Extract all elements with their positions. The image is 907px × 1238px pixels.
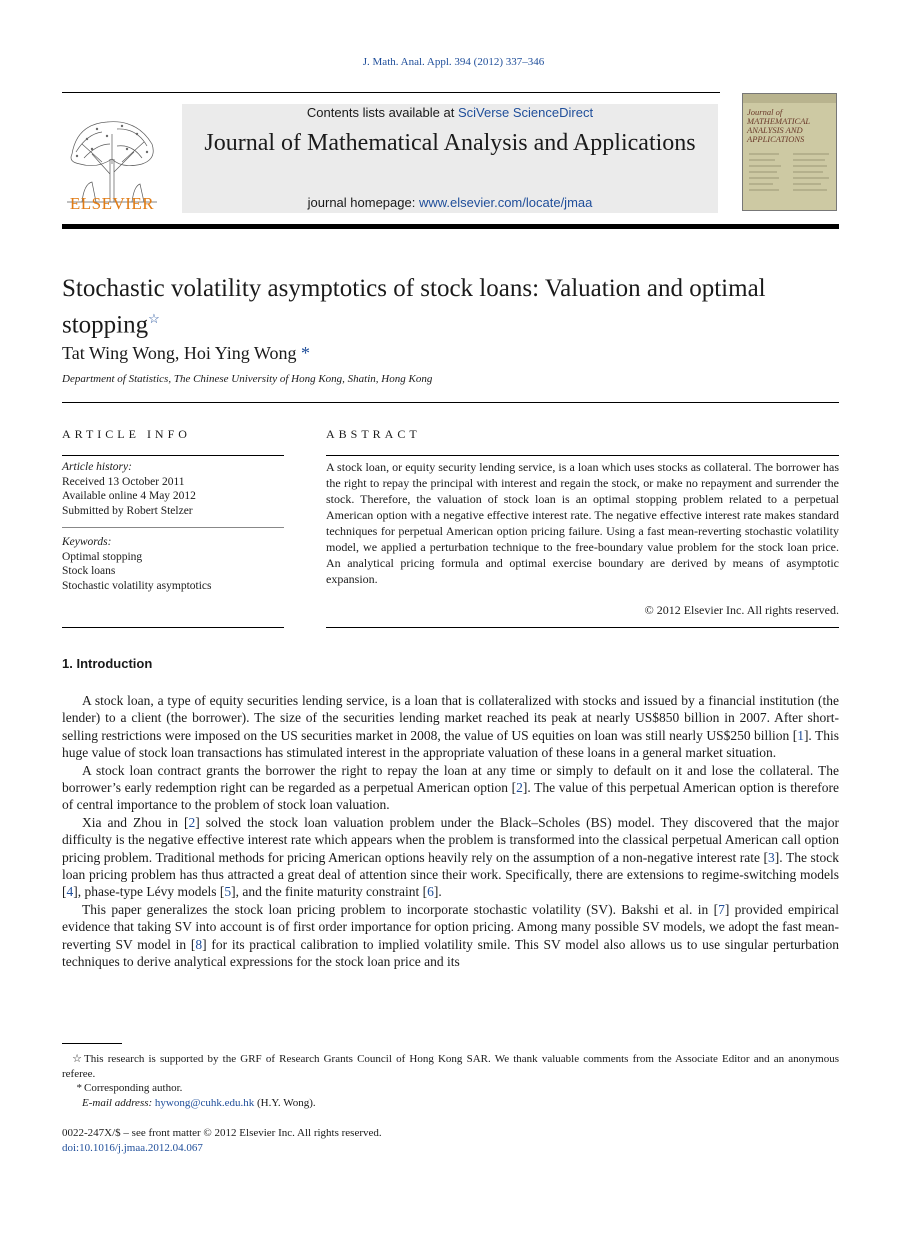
abstract-heading: ABSTRACT [326, 427, 421, 441]
paragraph [62, 692, 839, 762]
footnote-asterisk-mark: * [76, 1082, 82, 1094]
issn-line: 0022-247X/$ – see front matter © 2012 Elsevier Inc. All rights reserved. [62, 1127, 382, 1139]
email-label: E-mail address: [82, 1096, 155, 1109]
text-run: A stock loan, a type of equity securities lending service, is a loan that is collateralized with stocks and issued by a financial institution (the lender) to a client (the borrower). The size of the securities lending market reached its peak at nearly US$850 billion in 2007. After short-selling restrictions were imposed on the US securities market in 2008, the value of US equities on loan was still nearly US$250 billion [ [62, 693, 839, 743]
homepage-link[interactable]: www.elsevier.com/locate/jmaa [418, 195, 593, 210]
corresponding-author-mark[interactable]: * [300, 343, 310, 363]
article-info-rule [62, 455, 284, 456]
article-info-heading: ARTICLE INFO [62, 427, 191, 441]
header-bottom-rule [62, 224, 839, 229]
keyword: Stochastic volatility asymptotics [62, 579, 212, 592]
footnote-star-mark: ☆ [72, 1053, 82, 1065]
author-1: Tat Wing Wong [62, 343, 175, 363]
cover-title: Journal of MATHEMATICAL ANALYSIS AND APPLICATIONS [747, 107, 810, 144]
homepage-line [182, 195, 718, 210]
abstract-rule [326, 455, 839, 456]
text-run: ]. The value of this perpetual American option is therefore of central importance to the problem of stock loan valuation. [62, 780, 839, 813]
citation-ref-5[interactable]: 5 [224, 884, 232, 900]
email-link[interactable]: hywong@cuhk.edu.hk [154, 1096, 255, 1109]
doi-link[interactable]: doi:10.1016/j.jmaa.2012.04.067 [62, 1141, 203, 1154]
publisher-name: ELSEVIER [69, 194, 155, 213]
footnote-rule [62, 1043, 122, 1044]
citation-ref-3[interactable]: 3 [768, 849, 775, 865]
keyword: Stock loans [62, 565, 116, 577]
received-date: Received 13 October 2011 [62, 475, 185, 488]
header-top-rule [62, 92, 720, 93]
footnote-corresponding [62, 1081, 839, 1096]
text-run: ]. This huge value of stock loan transactions has stimulated interest in the appropriate valuation of these loans in a general market situation. [62, 727, 839, 761]
sciencedirect-link[interactable]: SciVerse ScienceDirect [457, 105, 594, 120]
journal-citation[interactable]: J. Math. Anal. Appl. 394 (2012) 337–346 [362, 56, 545, 68]
article-title [62, 274, 782, 340]
footnote-funding [62, 1052, 839, 1081]
text-run: ], phase-type Lévy models [ [73, 884, 225, 900]
paragraph [62, 762, 839, 814]
text-run: ], and the finite maturity constraint [ [231, 884, 428, 900]
citation-ref-6[interactable]: 6 [427, 884, 434, 900]
citation-ref-1[interactable]: 1 [797, 727, 804, 743]
footnote-text: Corresponding author. [84, 1082, 183, 1094]
cover-band [743, 94, 836, 103]
history-label: Article history: [62, 461, 132, 473]
paragraph [62, 814, 839, 901]
keywords [62, 535, 284, 593]
abstract-text: A stock loan, or equity security lending service, is a loan which uses stocks as collateral. The borrower has the right to repay the principal with interest and regain the stock, or make no repayment and surrender the stock. Therefore, the valuation of stock loan is an optimal stopping problem related to a perpetual American option with a negative effective interest rate. The negative effective interest rate makes standard techniques for perpetual American option pricing failure. Using a fast mean-reverting stochastic volatility model, we applied a perturbation technique to the free-boundary value problem for the stock loan price. An analytical pricing formula and optimal exercise boundary are derived by means of asymptotic expansion. [326, 460, 839, 586]
bottom-meta [62, 1126, 382, 1155]
text-run: ] solved the stock loan valuation problem under the Black–Scholes (BS) model. They discovered that the major difficulty is the negative effective interest rate which appears when the problem is transformed into the classical perpetual American call option pricing problem. Traditional methods for pricing American options heavily rely on the assumption of a non-negative interest rate [ [62, 814, 840, 865]
citation-ref-8[interactable]: 8 [195, 936, 203, 952]
article-history [62, 460, 284, 518]
cover-contents-lines [749, 152, 831, 208]
introduction-body [62, 692, 839, 971]
homepage-prefix: journal homepage: [307, 195, 419, 210]
citation-ref-2[interactable]: 2 [516, 780, 523, 796]
title-block-rule [62, 402, 839, 403]
citation-ref-2[interactable]: 2 [188, 814, 196, 830]
abstract-bottom-rule [326, 627, 839, 628]
text-run: ] provided empirical evidence that taking SV into account is of first order importance for option pricing. Among many possible SV models, we adopt the fast mean-reverting SV model in [ [62, 901, 839, 952]
footnotes [62, 1052, 839, 1110]
history-rule [62, 527, 284, 528]
text-run: ] for its practical calibration to implied volatility smile. This SV model also allows us to use singular perturbation techniques to derive analytical expressions for the stock loan price and its [62, 936, 839, 970]
affiliation: Department of Statistics, The Chinese University of Hong Kong, Shatin, Hong Kong [62, 373, 433, 385]
author-2: Hoi Ying Wong [183, 343, 297, 363]
author-separator: , [174, 343, 184, 363]
email-suffix: (H.Y. Wong). [254, 1096, 316, 1109]
contents-prefix: Contents lists available at [306, 105, 458, 120]
section-title-introduction: 1. Introduction [62, 656, 153, 671]
text-run: ]. [433, 884, 442, 900]
available-date: Available online 4 May 2012 [62, 490, 196, 502]
authors [62, 343, 310, 364]
journal-title: Journal of Mathematical Analysis and Applications [204, 130, 696, 156]
title-footnote-mark[interactable]: ☆ [148, 311, 160, 326]
journal-cover [742, 93, 837, 211]
paragraph [62, 901, 839, 971]
article-title-text: Stochastic volatility asymptotics of stock loans: Valuation and optimal stopping [62, 275, 766, 339]
submitted-by: Submitted by Robert Stelzer [62, 504, 193, 517]
keyword: Optimal stopping [62, 550, 143, 563]
contents-line [182, 105, 718, 120]
footnote-text: This research is supported by the GRF of Research Grants Council of Hong Kong SAR. We thank valuable comments from the Associate Editor and an anonymous referee. [62, 1053, 839, 1080]
citation-ref-7[interactable]: 7 [718, 901, 725, 917]
keywords-label: Keywords: [62, 536, 112, 548]
text-run: ]. The stock loan pricing problem has thus attracted a great deal of attention since their work. Specifically, there are extensions to regime-switching models [ [62, 849, 839, 900]
text-run: A stock loan contract grants the borrower the right to repay the loan at any time or simply to default on it and lose the collateral. The borrower’s early redemption right can be regarded as a perpetual American option [ [62, 762, 839, 796]
abstract-copyright: © 2012 Elsevier Inc. All rights reserved. [644, 603, 839, 617]
text-run: This paper generalizes the stock loan pricing problem to incorporate stochastic volatility (SV). Bakshi et al. in [ [82, 901, 719, 917]
article-info-bottom-rule [62, 627, 284, 628]
citation-ref-4[interactable]: 4 [66, 884, 74, 900]
footnote-email [62, 1096, 839, 1111]
text-run: Xia and Zhou in [ [82, 814, 189, 830]
